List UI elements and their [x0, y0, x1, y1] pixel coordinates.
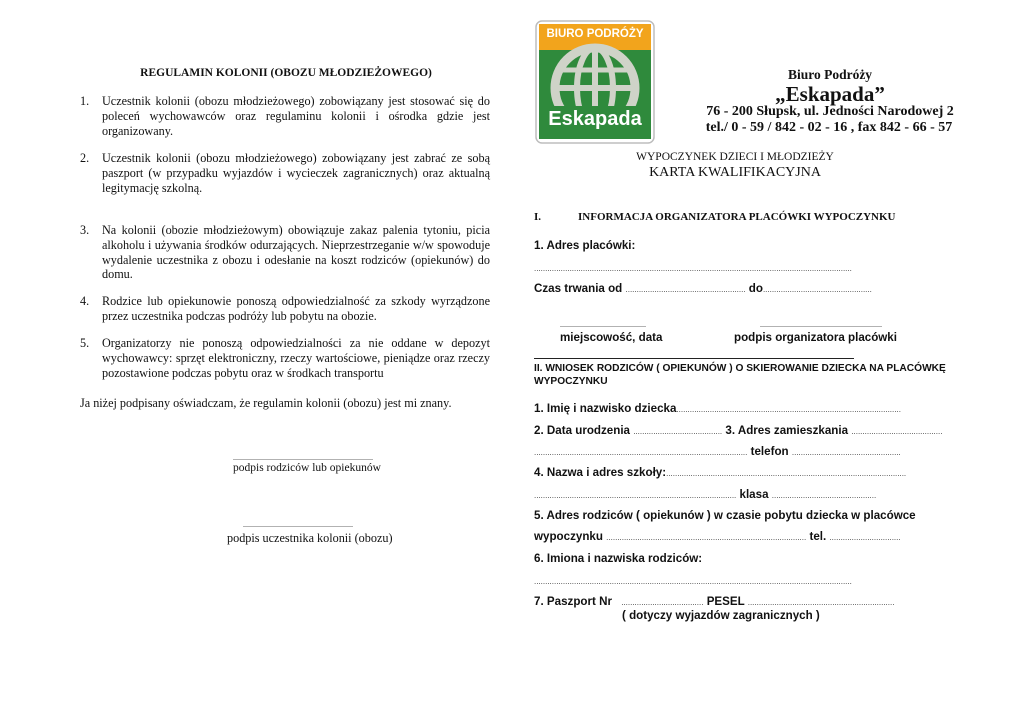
rule-number: 5.: [80, 336, 90, 350]
place-date-line[interactable]: ...........................................: [560, 320, 646, 329]
parents-address-field[interactable]: ..........................................................................................: [606, 533, 807, 542]
parents-address-label-cont: wypoczynku: [534, 530, 603, 543]
school-label: 4. Nazwa i adres szkoły:: [534, 466, 667, 479]
place-date-label: miejscowość, data: [560, 331, 663, 344]
parents-names-field[interactable]: ...............................................................................................................................................: [534, 577, 852, 586]
birth-date-label: 2. Data urodzenia: [534, 424, 630, 437]
duration-label: Czas trwania od: [534, 282, 623, 295]
rule-item: [80, 94, 490, 138]
parents-address-row[interactable]: [534, 530, 901, 543]
regulations-title: REGULAMIN KOLONII (OBOZU MŁODZIEŻOWEGO): [140, 67, 432, 79]
rule-item: [80, 223, 490, 282]
rule-text: Rodzice lub opiekunowie ponoszą odpowiedzialność za szkody wyrządzone przez uczestnika podczas podróży lub pobytu na obozie.: [102, 294, 490, 323]
rule-text: Uczestnik kolonii (obozu młodzieżowego) zobowiązany jest stosować się do poleceń wychowawców oraz regulaminu kolonii i ośrodka gdzie jest organizowany.: [102, 94, 490, 138]
rule-item: [80, 336, 490, 380]
school-field[interactable]: 4. Nazwa i adres szkoły:............................................................................................................: [534, 466, 907, 479]
duration-from-dots[interactable]: ......................................................: [625, 285, 746, 294]
class-label: klasa: [739, 488, 769, 501]
rule-number: 3.: [80, 223, 90, 237]
facility-address-field[interactable]: ...............................................................................................................................................: [534, 264, 852, 273]
phone-row[interactable]: [534, 445, 901, 458]
declaration: Ja niżej podpisany oświadczam, że regulamin kolonii (obozu) jest mi znany.: [80, 396, 452, 410]
facility-address-label: 1. Adres placówki:: [534, 239, 636, 252]
company-address: 76 - 200 Słupsk, ul. Jedności Narodowej 2: [706, 104, 954, 119]
participant-signature-label: podpis uczestnika kolonii (obozu): [227, 531, 393, 545]
company-phones: tel./ 0 - 59 / 842 - 02 - 16 , fax 842 - 66 - 57: [705, 120, 953, 135]
rule-number: 2.: [80, 151, 90, 165]
class-row[interactable]: [534, 488, 876, 501]
passport-label: 7. Paszport Nr: [534, 595, 612, 608]
child-name-field[interactable]: 1. Imię i nazwisko dziecka.....................................................................................................: [534, 402, 901, 415]
school-continued[interactable]: ...........................................................................................: [534, 491, 737, 500]
section1-title: INFORMACJA ORGANIZATORA PLACÓWKI WYPOCZYNKU: [578, 211, 896, 223]
class-field[interactable]: ...............................................: [771, 491, 877, 500]
logo-bottom-text: Eskapada: [548, 108, 642, 130]
passport-note: ( dotyczy wyjazdów zagranicznych ): [622, 609, 820, 622]
company-name: „Eskapada”: [775, 82, 885, 106]
parents-address-label: 5. Adres rodziców ( opiekunów ) w czasie pobytu dziecka w placówce: [534, 509, 916, 522]
rule-text: Uczestnik kolonii (obozu młodzieżowego) zobowiązany jest zabrać ze sobą paszport (w przypadku wyjazdów i wycieczek zagranicznych) oraz aktualną legitymację szkolną.: [102, 151, 490, 195]
form-title: KARTA KWALIFIKACYJNA: [649, 165, 821, 180]
passport-row[interactable]: [534, 595, 894, 608]
duration-field[interactable]: [534, 282, 872, 295]
home-address-label: 3. Adres zamieszkania: [725, 424, 849, 437]
company-label: Biuro Podróży: [787, 67, 873, 82]
rule-text: Na kolonii (obozie młodzieżowym) obowiązuje zakaz palenia tytoniu, picia alkoholu i używania środków odurzających. Nieprzestrzeganie w/w spowoduje wydalenie uczestnika z obozu i odesłanie na koszt rodziców (opiekunów) do domu.: [102, 223, 490, 282]
home-address-field[interactable]: .........................................: [851, 427, 943, 436]
logo-top-text: BIURO PODRÓŻY: [546, 28, 644, 40]
duration-to-dots[interactable]: .................................................: [762, 285, 872, 294]
parents-names-label: 6. Imiona i nazwiska rodziców:: [534, 552, 703, 565]
phone-label: telefon: [750, 445, 789, 458]
rule-number: 4.: [80, 294, 90, 308]
phone-field[interactable]: .................................................: [791, 448, 901, 457]
parent-signature-label: podpis rodziców lub opiekunów: [233, 462, 381, 474]
rule-number: 1.: [80, 94, 90, 108]
parent-signature-line: ......................................................................: [233, 453, 373, 462]
pesel-field[interactable]: ..................................................................: [747, 598, 895, 607]
passport-field[interactable]: .....................................: [621, 598, 704, 607]
duration-to-label: do: [748, 282, 763, 295]
child-name-label: 1. Imię i nazwisko dziecka: [534, 402, 677, 415]
section2-title: II. WNIOSEK RODZICÓW ( OPIEKUNÓW ) O SKIEROWANIE DZIECKA NA PLACÓWKĘ WYPOCZYNKU: [534, 363, 946, 387]
participant-signature-line: .......................................................: [243, 520, 353, 529]
rule-item: [80, 294, 490, 324]
rule-text: Organizatorzy nie ponoszą odpowiedzialności za nie oddane w depozyt wychowawcy: sprzęt elektroniczny, rzeczy wartościowe, pieniądze oraz rzeczy pozostawione podczas pobytu oraz w środkach transportu: [102, 336, 490, 380]
section1-number: I.: [534, 211, 542, 223]
birth-date-field[interactable]: ........................................: [633, 427, 723, 436]
birth-address-row[interactable]: [534, 424, 942, 437]
company-logo: [535, 20, 655, 144]
pesel-label: PESEL: [706, 595, 745, 608]
parents-phone-label: tel.: [809, 530, 827, 543]
rule-item: [80, 151, 490, 195]
organizer-signature-line[interactable]: .............................................................: [760, 320, 882, 329]
form-subtitle: WYPOCZYNEK DZIECI I MŁODZIEŻY: [636, 151, 834, 163]
organizer-signature-label: podpis organizatora placówki: [734, 331, 897, 344]
home-address-continued[interactable]: ................................................................................................: [534, 448, 748, 457]
parents-phone-field[interactable]: ................................: [829, 533, 901, 542]
section-divider: [534, 358, 854, 359]
